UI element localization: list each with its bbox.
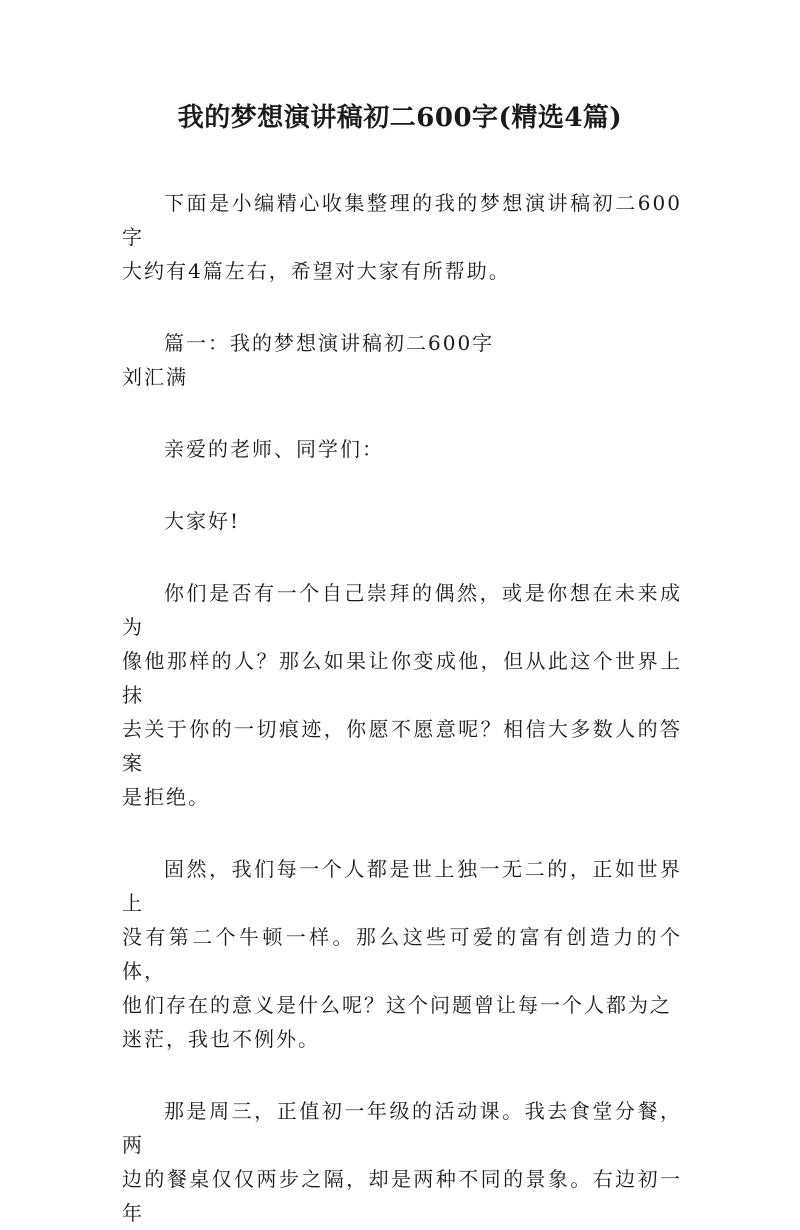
intro-paragraph: [122, 186, 682, 254]
paragraph-1-line-2: 像他那样的人？那么如果让你变成他，但从此这个世界上抹: [122, 649, 682, 707]
document-body: [122, 186, 682, 1230]
author-name: 刘汇满: [122, 365, 188, 389]
paragraph-1-line-3: 去关于你的一切痕迹，你愿不愿意呢？相信大多数人的答案: [122, 717, 682, 775]
paragraph-3: [122, 1094, 682, 1230]
intro-paragraph-cont: [122, 254, 682, 288]
paragraph-2-line-2: 没有第二个牛顿一样。那么这些可爱的富有创造力的个体，: [122, 925, 682, 983]
intro-line-2: 大约有4篇左右，希望对大家有所帮助。: [122, 259, 511, 283]
paragraph-1-line-1: 你们是否有一个自己崇拜的偶然，或是你想在未来成为: [122, 581, 682, 639]
paragraph-3-line-1: 那是周三，正值初一年级的活动课。我去食堂分餐，两: [122, 1099, 682, 1157]
greeting: 亲爱的老师、同学们：: [164, 437, 384, 461]
hello-line: 大家好!: [164, 509, 241, 533]
paragraph-2-line-1: 固然，我们每一个人都是世上独一无二的，正如世界上: [122, 857, 682, 915]
paragraph-1-line-4: 是拒绝。: [122, 785, 210, 809]
paragraph-2-line-4: 迷茫，我也不例外。: [122, 1027, 320, 1051]
paragraph-2: [122, 852, 682, 1056]
paragraph-1: [122, 576, 682, 814]
section-heading: 篇一：我的梦想演讲稿初二600字: [164, 331, 495, 355]
paragraph-3-line-2: 边的餐桌仅仅两步之隔，却是两种不同的景象。右边初一年: [122, 1167, 682, 1225]
paragraph-2-line-3: 他们存在的意义是什么呢？这个问题曾让每一个人都为之: [122, 993, 672, 1017]
intro-line-1: 下面是小编精心收集整理的我的梦想演讲稿初二600字: [122, 191, 682, 249]
document-title: 我的梦想演讲稿初二600字(精选4篇): [177, 103, 623, 133]
